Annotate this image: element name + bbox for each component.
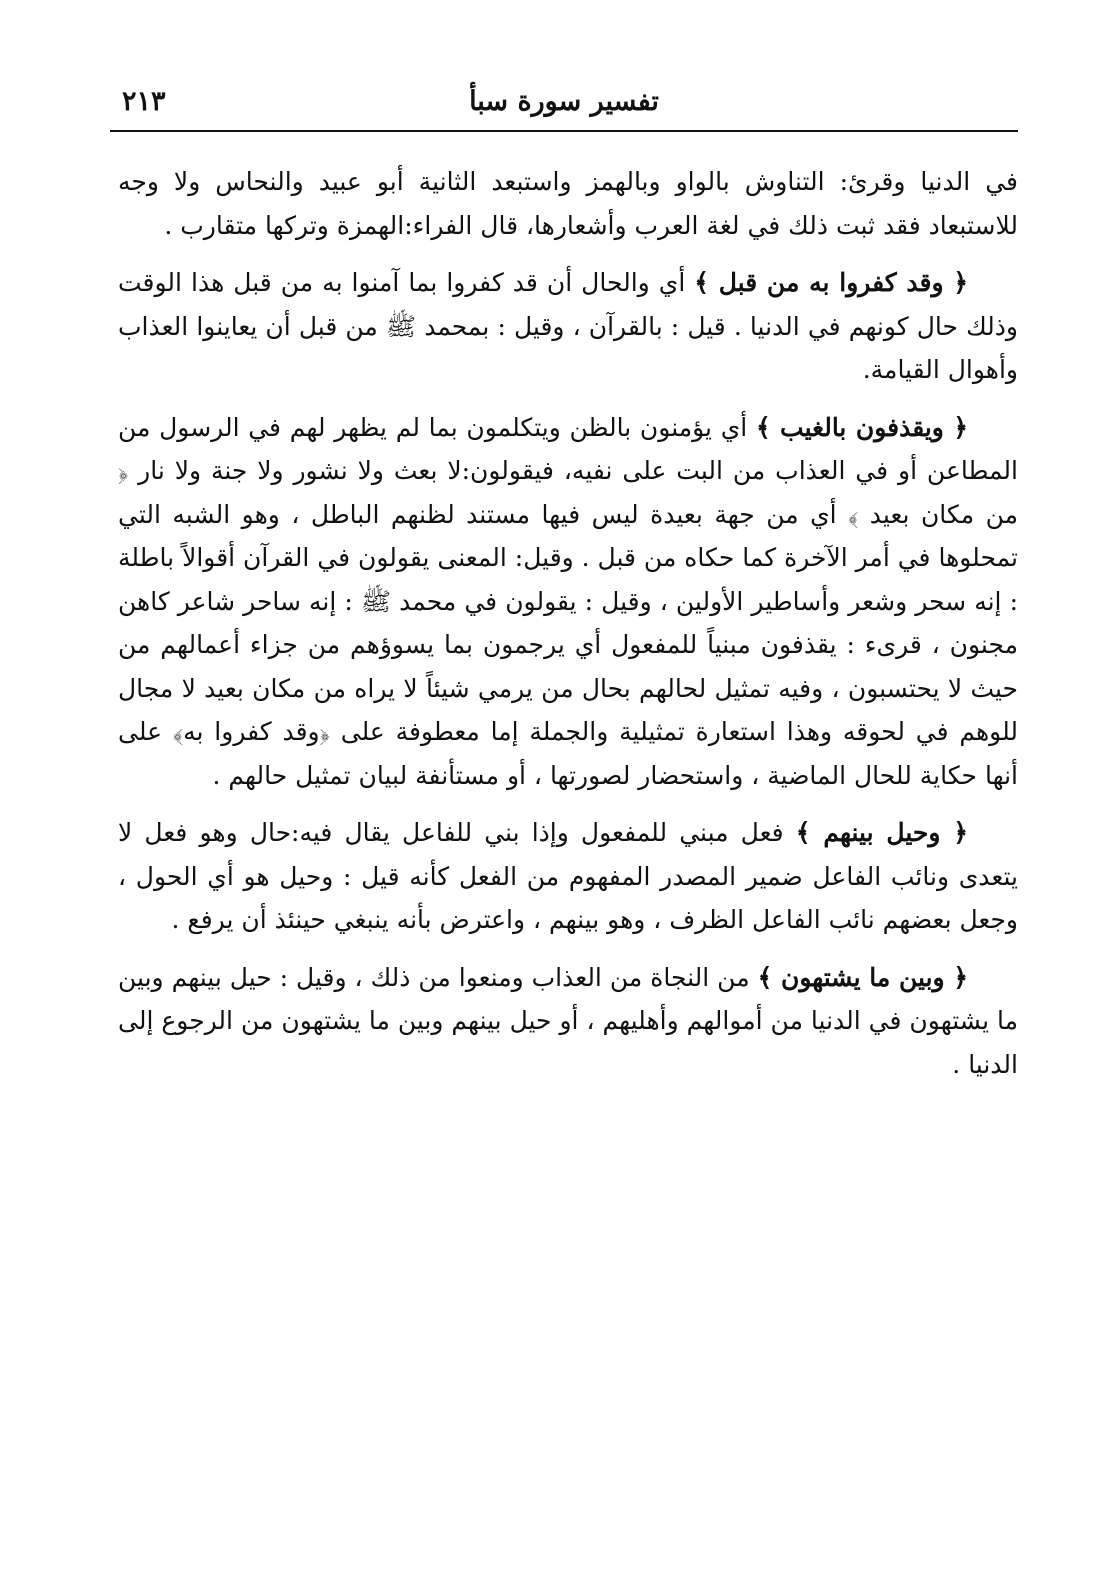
page-header (110, 82, 1018, 132)
paragraph-text: في الدنيا وقرئ: التناوش بالواو وبالهمز واستبعد الثانية أبو عبيد والنحاس ولا وجه للاستبعاد فقد ثبت ذلك في لغة العرب وأشعارها، قال الفراء:الهمزة وتركها متقارب . (118, 167, 1018, 240)
page-body (118, 160, 1018, 1100)
page-number: ٢١٣ (122, 86, 166, 117)
paragraph-text: فعل مبني للمفعول وإذا بني للفاعل يقال فيه:حال وهو فعل لا يتعدى ونائب الفاعل ضمير المصدر المفهوم من الفعل كأنه قيل : وحيل هو أي الحول ، وجعل بعضهم نائب الفاعل الظرف ، وهو بينهم ، واعترض بأنه ينبغي حينئذ أن يرفع . (118, 818, 1018, 934)
quran-quote: ﴿ وحيل بينهم ﴾ (795, 818, 968, 847)
running-title: تفسير سورة سبأ (469, 86, 659, 117)
paragraph-text: من النجاة من العذاب ومنعوا من ذلك ، وقيل : حيل بينهم وبين ما يشتهون في الدنيا من أموالهم وأهليهم ، أو حيل بينهم وبين ما يشتهون من الرجوع إلى الدنيا . (118, 962, 1018, 1079)
paragraph-5 (118, 956, 1018, 1087)
paragraph-1 (118, 160, 1018, 247)
paragraph-4 (118, 811, 1018, 942)
quran-quote: ﴿ وبين ما يشتهون ﴾ (757, 962, 969, 992)
paragraph-3 (118, 406, 1018, 798)
quran-quote: ﴿ ويقذفون بالغيب ﴾ (755, 412, 968, 442)
paragraph-2 (118, 261, 1018, 392)
paragraph-text: أي والحال أن قد كفروا بما آمنوا به من قبل هذا الوقت وذلك حال كونهم في الدنيا . قيل : بالقرآن ، وقيل : بمحمد ﷺ من قبل أن يعاينوا العذاب وأهوال القيامة. (118, 268, 1018, 384)
quran-quote: ﴿ وقد كفروا به من قبل ﴾ (694, 268, 968, 297)
paragraph-text: أي يؤمنون بالظن ويتكلمون بما لم يظهر لهم في الرسول من المطاعن أو في العذاب من البت على نفيه، فيقولون:لا بعث ولا نشور ولا جنة ولا نار ﴿ من مكان بعيد ﴾ أي من جهة بعيدة ليس فيها مستند لظنهم الباطل ، وهو الشبه التي تمحلوها في أمر الآخرة كما حكاه من قبل . وقيل: المعنى يقولون في القرآن أقوالاً باطلة : إنه سحر وشعر وأساطير الأولين ، وقيل : يقولون في محمد ﷺ : إنه ساحر شاعر كاهن مجنون ، قرىء : يقذفون مبنياً للمفعول أي يرجمون بما يسوؤهم من جزاء أعمالهم من حيث لا يحتسبون ، وفيه تمثيل لحالهم بحال من يرمي شيئاً لا يراه من مكان بعيد لا مجال للوهم في لحوقه وهذا استعارة تمثيلية والجملة إما معطوفة على ﴿وقد كفروا به﴾ على أنها حكاية للحال الماضية ، واستحضار لصورتها ، أو مستأنفة لبيان تمثيل حالهم . (117, 412, 1018, 790)
